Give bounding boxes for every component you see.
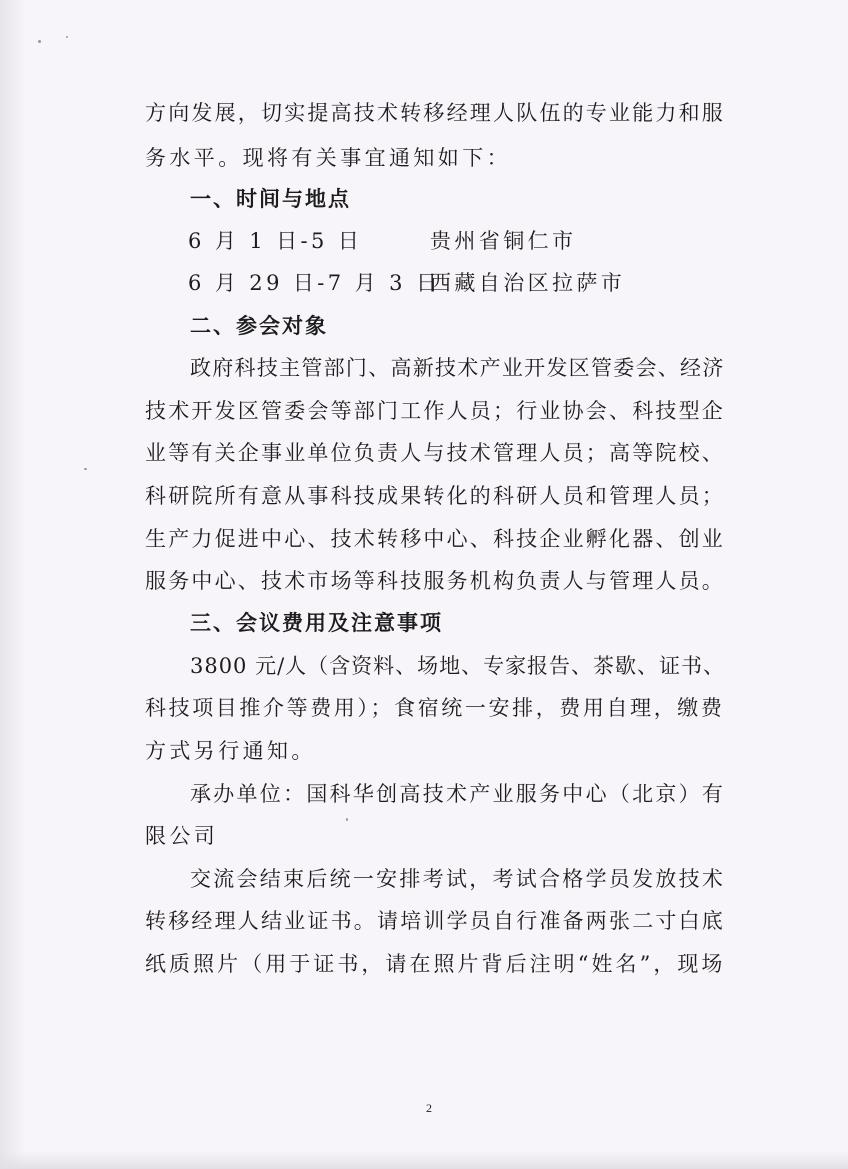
paragraph-line: 技术开发区管委会等部门工作人员；行业协会、科技型企	[145, 399, 725, 423]
paragraph-line: 生产力促进中心、技术转移中心、科技企业孵化器、创业	[145, 527, 725, 551]
paragraph-line: 科技项目推介等费用）；食宿统一安排，费用自理，缴费	[145, 696, 725, 720]
paragraph-line: 务水平。现将有关事宜通知如下：	[145, 146, 511, 170]
paragraph-line: 方向发展，切实提高技术转移经理人队伍的专业能力和服	[145, 101, 725, 125]
schedule-date: 6 月 29 日-7 月 3 日	[188, 271, 441, 295]
paragraph-line: 转移经理人结业证书。请培训学员自行准备两张二寸白底	[145, 909, 725, 933]
paragraph-line: 业等有关企事业单位负责人与技术管理人员；高等院校、	[145, 441, 725, 465]
section-heading-participants: 二、参会对象	[190, 314, 328, 338]
scan-edge-shadow	[0, 0, 26, 1169]
paragraph-line: 服务中心、技术市场等科技服务机构负责人与管理人员。	[145, 569, 725, 593]
section-heading-time-place: 一、时间与地点	[190, 187, 351, 211]
scan-bottom-shadow	[0, 1151, 848, 1169]
paragraph-line: 限公司	[145, 824, 219, 848]
paragraph-line: 交流会结束后统一安排考试，考试合格学员发放技术	[190, 867, 726, 891]
schedule-date: 6 月 1 日-5 日	[188, 229, 363, 253]
paragraph-line: 3800 元/人（含资料、场地、专家报告、茶歇、证书、	[190, 654, 725, 678]
page-number: 2	[426, 1101, 432, 1115]
paragraph-line: 方式另行通知。	[145, 739, 316, 763]
paragraph-line: 科研院所有意从事科技成果转化的科研人员和管理人员；	[145, 484, 725, 508]
paragraph-line: 政府科技主管部门、高新技术产业开发区管委会、经济	[190, 356, 725, 380]
scan-speck	[346, 818, 348, 821]
scan-speck	[66, 36, 68, 38]
schedule-place: 西藏自治区拉萨市	[430, 271, 626, 295]
paragraph-line: 承办单位：国科华创高技术产业服务中心（北京）有	[190, 782, 726, 806]
schedule-place: 贵州省铜仁市	[430, 229, 577, 253]
section-heading-fees: 三、会议费用及注意事项	[190, 611, 443, 635]
scan-speck	[38, 40, 41, 43]
scan-speck	[84, 468, 87, 470]
paragraph-line: 纸质照片（用于证书，请在照片背后注明“姓名”，现场	[145, 952, 726, 976]
